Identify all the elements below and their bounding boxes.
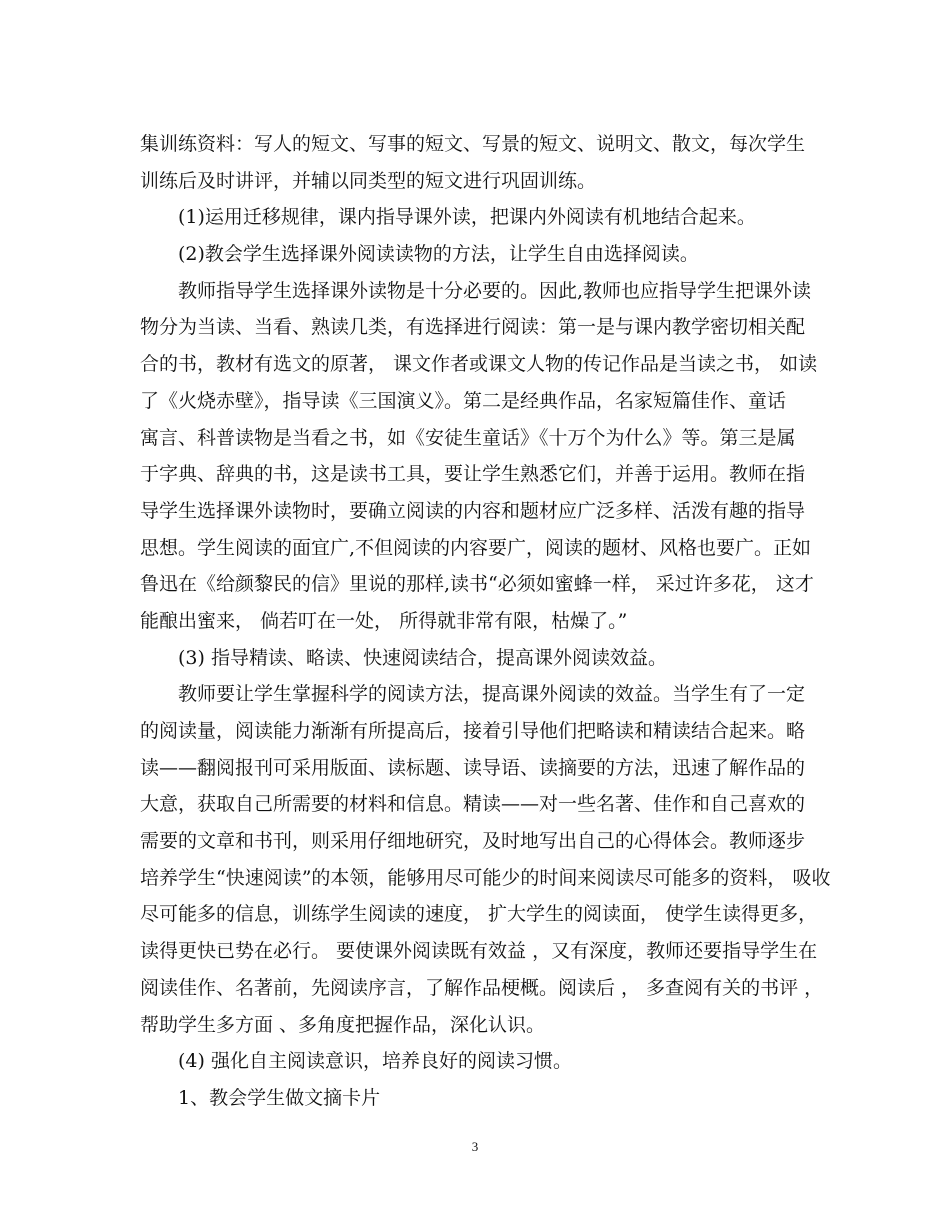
text-line: 寓言、科普读物是当看之书，如《安徒生童话》《十万个为什么》等。第三是属 xyxy=(140,426,796,449)
text-line: 思想。学生阅读的面宜广,不但阅读的内容要广，阅读的题材、风格也要广。正如 xyxy=(140,536,812,559)
text-line: 集训练资料：写人的短文、写事的短文、写景的短文、说明文、散文，每次学生 xyxy=(140,133,806,155)
text-line: (1)运用迁移规律，课内指导课外读，把课内外阅读有机地结合起来。 xyxy=(178,206,756,229)
text-line: 训练后及时讲评，并辅以同类型的短文进行巩固训练。 xyxy=(140,169,597,192)
text-line: 阅读佳作、名著前，先阅读序言，了解作品梗概。阅读后 ， 多查阅有关的书评 ， xyxy=(140,976,824,999)
text-line: (4) 强化自主阅读意识，培养良好的阅读习惯。 xyxy=(178,1050,572,1073)
text-line: 教师指导学生选择课外读物是十分必要的。因此,教师也应指导学生把课外读 xyxy=(178,279,812,302)
text-line: 鲁迅在《给颜黎民的信》里说的那样,读书“必须如蜜蜂一样， 采过许多花， 这才 xyxy=(140,573,814,596)
text-line: 1、教会学生做文摘卡片 xyxy=(178,1086,381,1109)
page-number: 3 xyxy=(471,1139,479,1154)
text-line: 教师要让学生掌握科学的阅读方法，提高课外阅读的效益。当学生有了一定 xyxy=(178,683,806,706)
text-line: 读得更快已势在必行。 要使课外阅读既有效益 ，又有深度，教师还要指导学生在 xyxy=(140,940,818,963)
text-line: 能酿出蜜来， 倘若叮在一处， 所得就非常有限，枯燥了。” xyxy=(140,609,628,632)
body-text xyxy=(140,126,831,1117)
text-line: 物分为当读、当看、熟读几类，有选择进行阅读：第一是与课内教学密切相关配 xyxy=(140,316,806,339)
text-line: 读——翻阅报刊可采用版面、读标题、读导语、读摘要的方法，迅速了解作品的 xyxy=(140,756,806,779)
text-line: 导学生选择课外读物时，要确立阅读的内容和题材应广泛多样、活泼有趣的指导 xyxy=(140,499,806,522)
text-line: 培养学生“快速阅读”的本领，能够用尽可能少的时间来阅读尽可能多的资料， 吸收 xyxy=(140,866,831,889)
text-line: 于字典、辞典的书，这是读书工具，要让学生熟悉它们，并善于运用。教师在指 xyxy=(140,463,806,486)
text-line: 帮助学生多方面 、多角度把握作品，深化认识。 xyxy=(140,1013,546,1036)
text-line: (2)教会学生选择课外阅读读物的方法，让学生自由选择阅读。 xyxy=(178,243,699,266)
text-line: 尽可能多的信息，训练学生阅读的速度， 扩大学生的阅读面， 使学生读得更多， xyxy=(140,903,818,926)
text-line: 了《火烧赤壁》，指导读《三国演义》。第二是经典作品，名家短篇佳作、童话 xyxy=(140,389,787,412)
text-line: 大意，获取自己所需要的材料和信息。精读——对一些名著、佳作和自己喜欢的 xyxy=(140,793,806,816)
text-line: (3) 指导精读、略读、快速阅读结合，提高课外阅读效益。 xyxy=(178,646,667,669)
text-line: 的阅读量，阅读能力渐渐有所提高后，接着引导他们把略读和精读结合起来。略 xyxy=(140,720,806,742)
text-line: 合的书，教材有选文的原著， 课文作者或课文人物的传记作品是当读之书， 如读 xyxy=(140,353,818,376)
text-line: 需要的文章和书刊，则采用仔细地研究，及时地写出自己的心得体会。教师逐步 xyxy=(140,830,806,853)
